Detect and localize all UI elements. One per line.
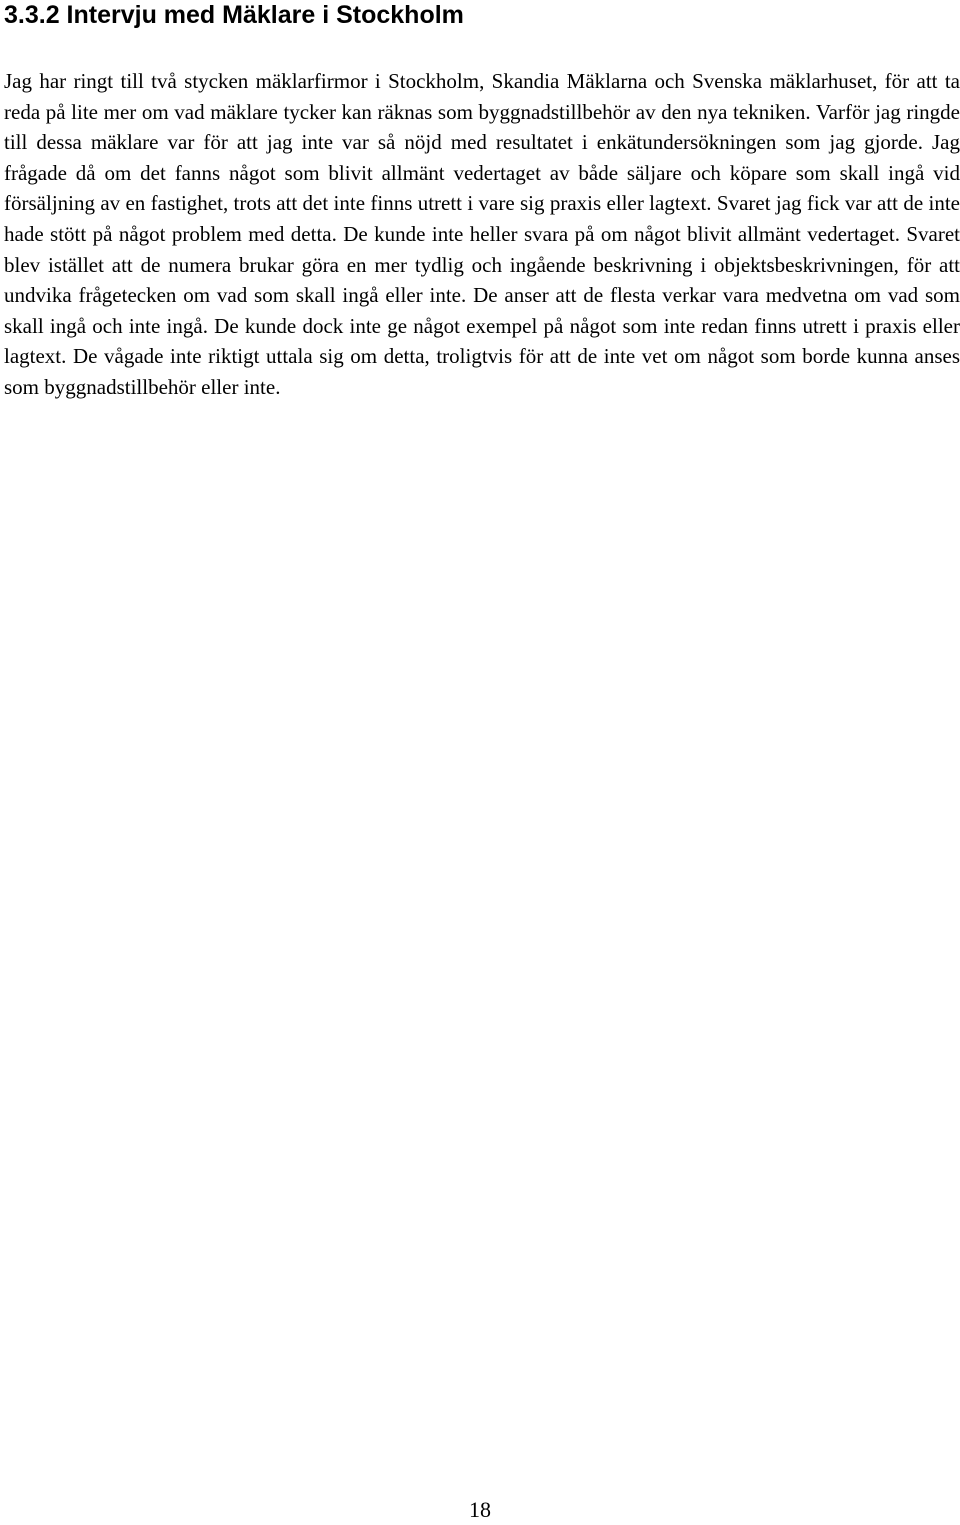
body-paragraph: Jag har ringt till två stycken mäklarfirmor i Stockholm, Skandia Mäklarna och Svenska mäklarhuset, för att ta reda på lite mer om vad mäklare tycker kan räknas som byggnadstillbehör av den nya tekniken. Varför jag ringde till dessa mäklare var för att jag inte var så nöjd med resultatet i enkätundersökningen som jag gjorde. Jag frågade då om det fanns något som blivit allmänt vedertaget av både säljare och köpare som skall ingå vid försäljning av en fastighet, trots att det inte finns utrett i vare sig praxis eller lagtext. Svaret jag fick var att de inte hade stött på något problem med detta. De kunde inte heller svara på om något blivit allmänt vedertaget. Svaret blev istället att de numera brukar göra en mer tydlig och ingående beskrivning i objektsbeskrivningen, för att undvika frågetecken om vad som skall ingå eller inte. De anser att de flesta verkar vara medvetna om vad som skall ingå och inte ingå. De kunde dock inte ge något exempel på något som inte redan finns utrett i praxis eller lagtext. De vågade inte riktigt uttala sig om detta, troligtvis för att de inte vet om något som borde kunna anses som byggnadstillbehör eller inte.	[4, 69, 960, 399]
page-number: 18	[469, 1497, 491, 1522]
section-heading: 3.3.2 Intervju med Mäklare i Stockholm	[4, 1, 464, 29]
